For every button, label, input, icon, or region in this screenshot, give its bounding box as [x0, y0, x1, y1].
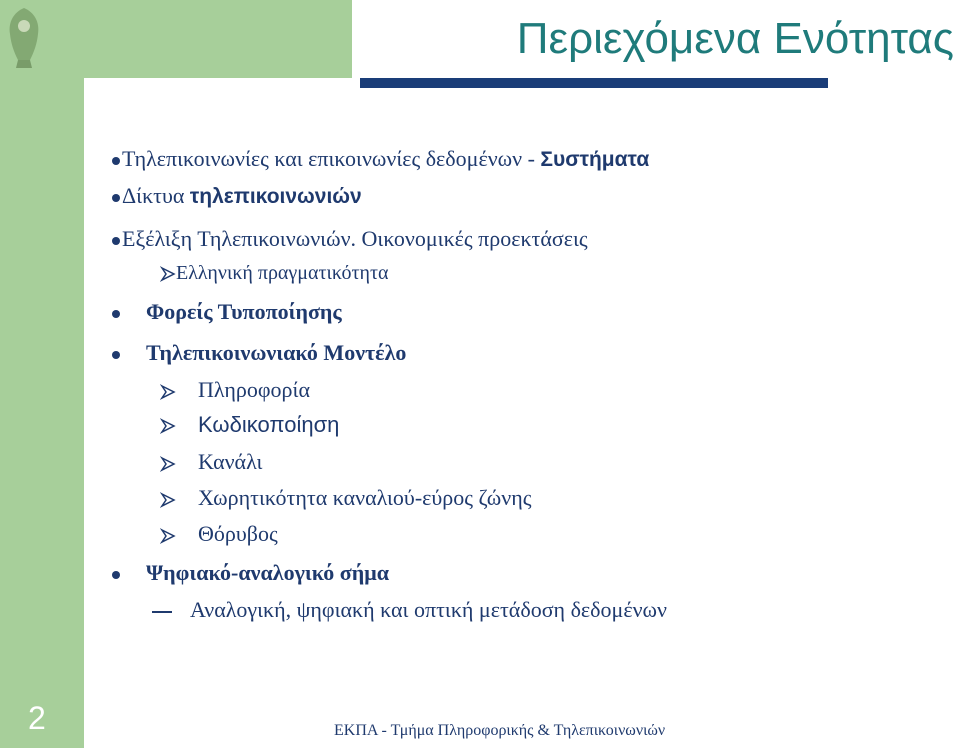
sub-item-3-1: Ελληνική πραγματικότητα	[160, 262, 389, 285]
bullet-item-6: Ψηφιακό-αναλογικό σήμα	[112, 560, 389, 586]
university-seal-icon	[4, 4, 44, 72]
corner-curve	[84, 78, 144, 138]
arrowhead-bullet-icon	[160, 418, 176, 434]
sub-item-5-3: Κανάλι	[160, 449, 262, 475]
bullet-dot-icon	[112, 157, 120, 165]
footer-text: ΕΚΠΑ - Τμήμα Πληροφορικής & Τηλεπικοινωνιών	[334, 722, 666, 739]
arrowhead-bullet-icon	[160, 384, 176, 400]
arrowhead-bullet-icon	[160, 492, 176, 508]
arrowhead-bullet-icon	[160, 456, 176, 472]
bullet-dot-icon	[112, 194, 120, 202]
bullet-dot-icon	[112, 571, 120, 579]
bullet-dot-icon	[112, 237, 120, 245]
bullet-item-1: Τηλεπικοινωνίες και επικοινωνίες δεδομένων - Συστήματα	[112, 146, 649, 172]
bullet-item-5: Τηλεπικοινωνιακό Μοντέλο	[112, 340, 406, 366]
dash-bullet-icon	[152, 611, 172, 613]
bullet-item-2: Δίκτυα τηλεπικοινωνιών	[112, 183, 362, 209]
bullet-dot-icon	[112, 351, 120, 359]
slide-title: Περιεχόμενα Ενότητας	[516, 14, 954, 63]
bullet-item-4: Φορείς Τυποποίησης	[112, 299, 342, 325]
bullet-item-3: Εξέλιξη Τηλεπικοινωνιών. Οικονομικές προεκτάσεις	[112, 226, 588, 252]
page-number: 2	[28, 700, 46, 736]
arrowhead-bullet-icon	[160, 266, 176, 282]
left-green-bar	[0, 0, 84, 748]
arrowhead-bullet-icon	[160, 528, 176, 544]
sub-item-5-2: Κωδικοποίηση	[160, 412, 339, 438]
top-green-band	[0, 0, 352, 78]
sub-item-5-1: Πληροφορία	[160, 377, 310, 403]
bullet-dot-icon	[112, 310, 120, 318]
title-underline	[360, 78, 828, 88]
sub-item-5-5: Θόρυβος	[160, 521, 278, 547]
sub-item-5-4: Χωρητικότητα καναλιού-εύρος ζώνης	[160, 485, 531, 511]
sub-item-6-1: Αναλογική, ψηφιακή και οπτική μετάδοση δεδομένων	[152, 597, 667, 623]
